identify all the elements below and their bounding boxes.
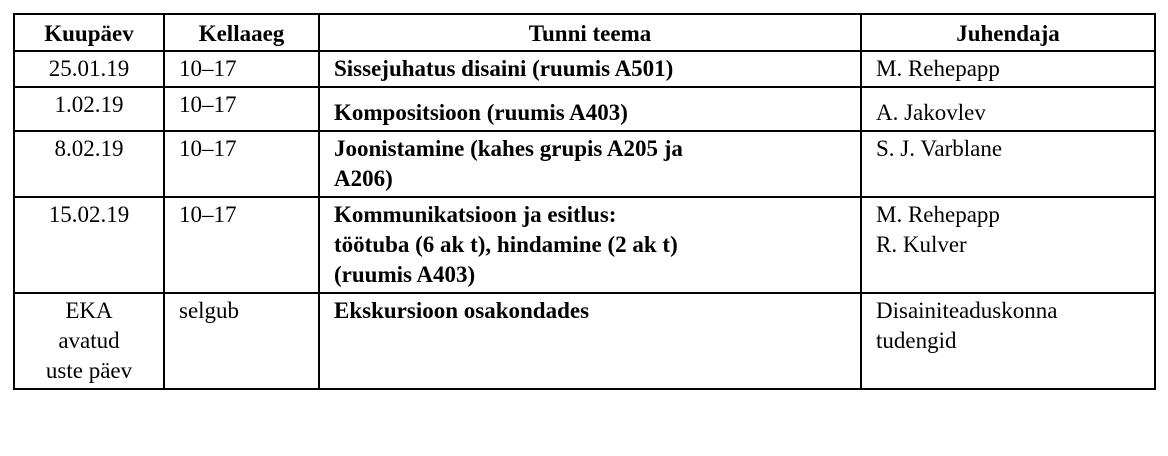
date-text: 15.02.19 [48, 202, 130, 227]
table-row [14, 51, 1155, 87]
topic-text: (ruumis A403) [334, 262, 476, 287]
date-text: 1.02.19 [54, 92, 124, 117]
topic-text: Ekskursioon osakondades [334, 298, 590, 323]
cell-topic [319, 87, 861, 131]
cell-topic [319, 197, 861, 293]
cell-date [14, 131, 164, 197]
table-row [14, 131, 1155, 197]
cell-instructor [861, 197, 1155, 293]
instructor-text: A. Jakovlev [876, 100, 986, 125]
cell-time: 10–17 [164, 51, 319, 87]
cell-topic [319, 293, 861, 389]
cell-instructor [861, 293, 1155, 389]
instructor-text: tudengid [876, 328, 957, 353]
cell-time: 10–17 [164, 131, 319, 197]
cell-time: 10–17 [164, 197, 319, 293]
topic-text: Kompositsioon (ruumis A403) [334, 100, 628, 125]
topic-text: A206) [334, 166, 393, 191]
date-text: 25.01.19 [48, 56, 130, 81]
instructor-text: R. Kulver [876, 232, 967, 257]
table-row [14, 293, 1155, 389]
cell-date [14, 51, 164, 87]
schedule-table [13, 13, 1156, 390]
header-time: Kellaaeg [164, 14, 319, 51]
cell-topic [319, 51, 861, 87]
instructor-text: Disainiteaduskonna [876, 298, 1058, 323]
header-instructor: Juhendaja [861, 14, 1155, 51]
date-text: EKA [65, 298, 113, 323]
header-topic: Tunni teema [319, 14, 861, 51]
table-header-row [14, 14, 1155, 51]
topic-text: Joonistamine (kahes grupis A205 ja [334, 136, 683, 161]
table-row [14, 197, 1155, 293]
cell-date [14, 197, 164, 293]
cell-topic [319, 131, 861, 197]
date-text: 8.02.19 [54, 136, 124, 161]
cell-time: 10–17 [164, 87, 319, 131]
cell-instructor [861, 87, 1155, 131]
cell-date [14, 293, 164, 389]
cell-instructor [861, 131, 1155, 197]
cell-instructor [861, 51, 1155, 87]
date-text: uste päev [45, 358, 133, 383]
date-text: avatud [58, 328, 120, 353]
table-row [14, 87, 1155, 131]
header-date: Kuupäev [14, 14, 164, 51]
topic-text: Sissejuhatus disaini (ruumis A501) [334, 56, 674, 81]
cell-time: selgub [164, 293, 319, 389]
cell-date [14, 87, 164, 131]
instructor-text: M. Rehepapp [876, 56, 1000, 81]
topic-text: Kommunikatsioon ja esitlus: [334, 202, 617, 227]
topic-text: töötuba (6 ak t), hindamine (2 ak t) [334, 232, 678, 257]
instructor-text: S. J. Varblane [876, 136, 1003, 161]
instructor-text: M. Rehepapp [876, 202, 1000, 227]
